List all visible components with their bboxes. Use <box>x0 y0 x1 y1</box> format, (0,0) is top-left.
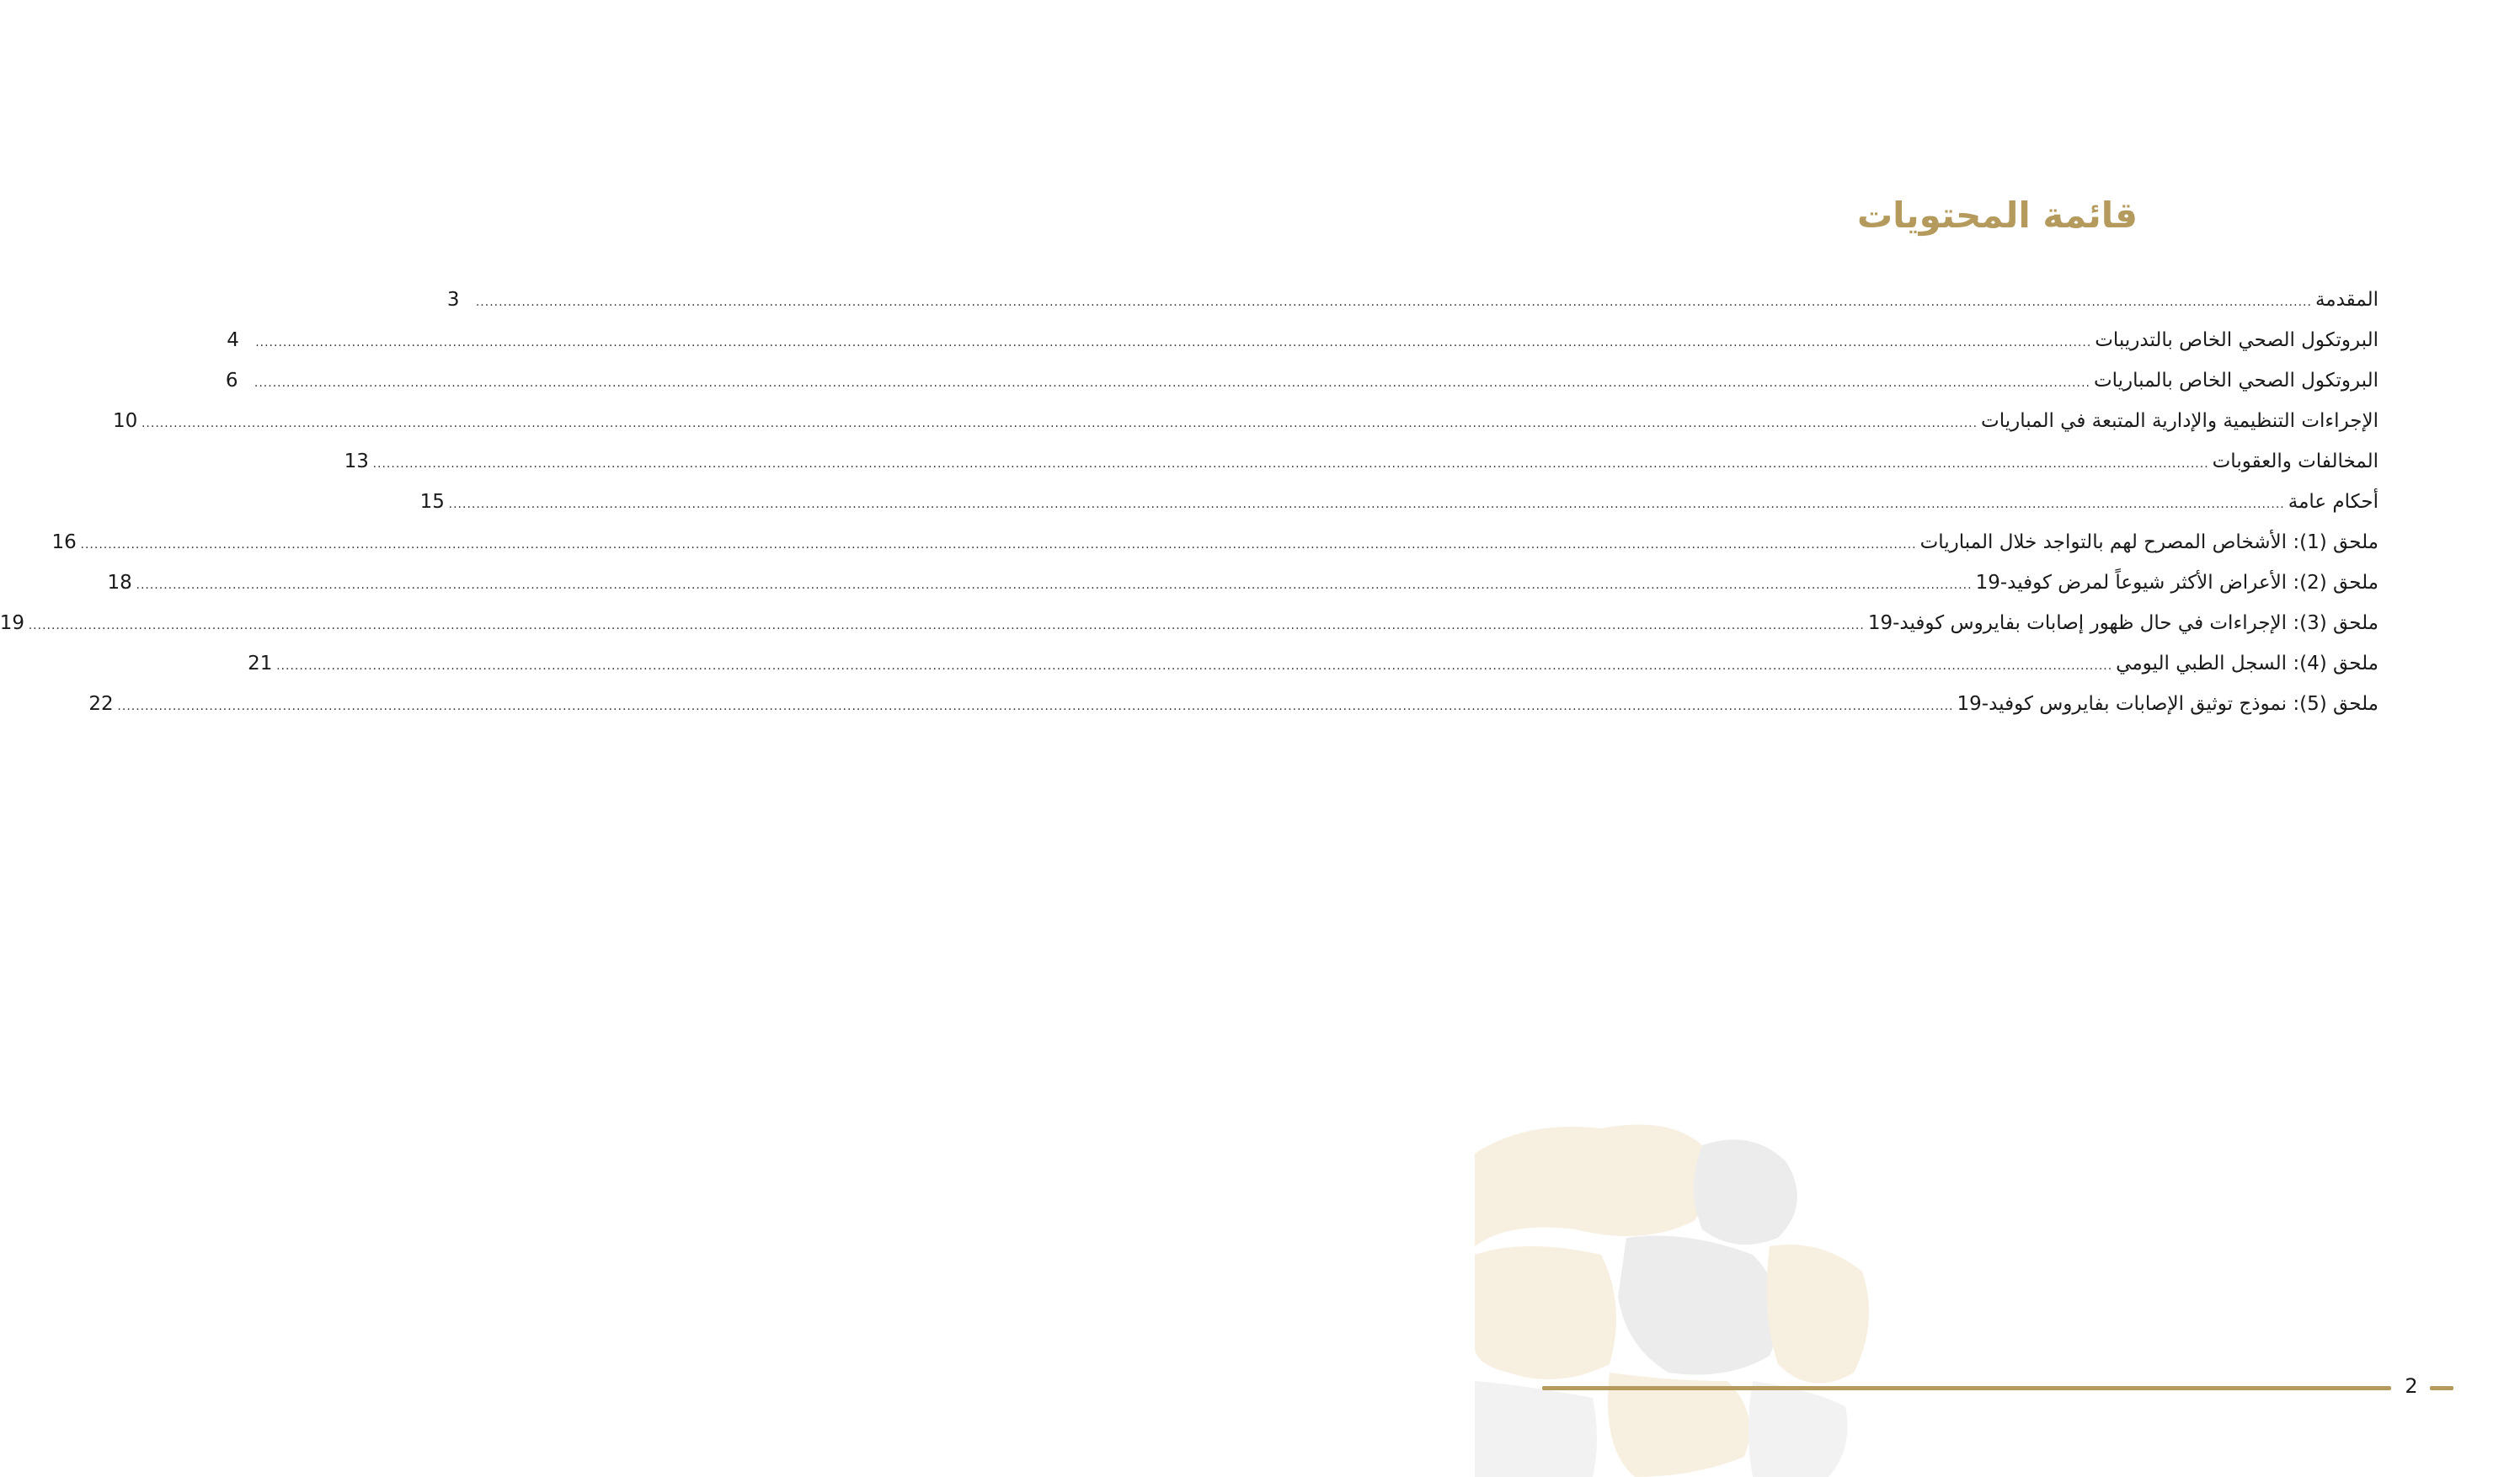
toc-entry-page-number: 3 <box>446 289 460 311</box>
toc-entry[interactable] <box>344 441 2379 482</box>
page-title: قائمة المحتويات <box>1856 195 2138 236</box>
toc-entry[interactable] <box>227 320 2379 360</box>
toc-entry-title: ملحق (1): الأشخاص المصرح لهم بالتواجد خلال المباريات <box>1919 531 2379 553</box>
toc-entry[interactable] <box>248 643 2379 684</box>
toc-dot-leader: ................................................................................................................................................................................................................................................................................................................................................................................................................ <box>117 700 1954 713</box>
toc-dot-leader: ................................................................................................................................................................................................................................................................................................................................................................................................................ <box>255 336 2092 349</box>
toc-entry-title: ملحق (5): نموذج توثيق الإصابات بفايروس كوفيد-19 <box>1957 693 2379 715</box>
toc-entry[interactable] <box>419 482 2379 522</box>
toc-entry-title: الإجراءات التنظيمية والإدارية المتبعة في المباريات <box>1981 410 2379 432</box>
toc-entry-title: البروتكول الصحي الخاص بالمباريات <box>2093 370 2379 392</box>
toc-entry-page-number: 6 <box>225 370 238 392</box>
toc-entry-page-number: 4 <box>227 329 239 351</box>
toc-entry-title: البروتكول الصحي الخاص بالتدريبات <box>2095 329 2379 351</box>
toc-dot-leader: ................................................................................................................................................................................................................................................................................................................................................................................................................ <box>276 659 2113 673</box>
toc-dot-leader: ................................................................................................................................................................................................................................................................................................................................................................................................................ <box>28 619 1865 632</box>
toc-entry[interactable] <box>225 360 2379 401</box>
toc-dot-leader: ................................................................................................................................................................................................................................................................................................................................................................................................................ <box>475 296 2312 309</box>
toc-dot-leader: ................................................................................................................................................................................................................................................................................................................................................................................................................ <box>448 498 2285 511</box>
toc-entry-page-number: 10 <box>112 410 138 432</box>
toc-entry-page-number: 19 <box>0 612 25 634</box>
toc-entry-page-number: 21 <box>248 653 273 675</box>
toc-entry-title: ملحق (2): الأعراض الأكثر شيوعاً لمرض كوفيد-19 <box>1975 572 2379 594</box>
toc-entry-title: ملحق (4): السجل الطبي اليومي <box>2116 653 2379 675</box>
toc-entry[interactable] <box>107 563 2379 603</box>
toc-entry[interactable] <box>446 280 2379 320</box>
page-number: 2 <box>2405 1374 2418 1398</box>
soccer-ball-watermark-icon <box>1475 1095 1930 1477</box>
toc-dot-leader: ................................................................................................................................................................................................................................................................................................................................................................................................................ <box>80 538 1917 552</box>
toc-entry[interactable] <box>88 684 2379 724</box>
toc-entry[interactable] <box>0 603 2379 643</box>
toc-entry-page-number: 18 <box>107 572 132 594</box>
toc-dot-leader: ................................................................................................................................................................................................................................................................................................................................................................................................................ <box>372 457 2209 471</box>
table-of-contents <box>0 280 2379 724</box>
toc-entry[interactable] <box>112 401 2379 441</box>
toc-entry-page-number: 13 <box>344 451 369 472</box>
toc-entry-title: المقدمة <box>2314 289 2379 311</box>
toc-entry[interactable] <box>51 522 2379 563</box>
toc-entry-title: المخالفات والعقوبات <box>2212 451 2379 472</box>
toc-entry-page-number: 22 <box>88 693 114 715</box>
toc-dot-leader: ................................................................................................................................................................................................................................................................................................................................................................................................................ <box>141 417 1978 430</box>
footer-rule <box>1542 1386 2391 1390</box>
toc-entry-title: أحكام عامة <box>2288 491 2379 513</box>
toc-entry-page-number: 16 <box>51 531 77 553</box>
footer-rule-short <box>2430 1386 2453 1390</box>
toc-dot-leader: ................................................................................................................................................................................................................................................................................................................................................................................................................ <box>136 579 1973 592</box>
toc-entry-title: ملحق (3): الإجراءات في حال ظهور إصابات بفايروس كوفيد-19 <box>1867 612 2379 634</box>
toc-dot-leader: ................................................................................................................................................................................................................................................................................................................................................................................................................ <box>254 376 2090 390</box>
toc-entry-page-number: 15 <box>419 491 445 513</box>
